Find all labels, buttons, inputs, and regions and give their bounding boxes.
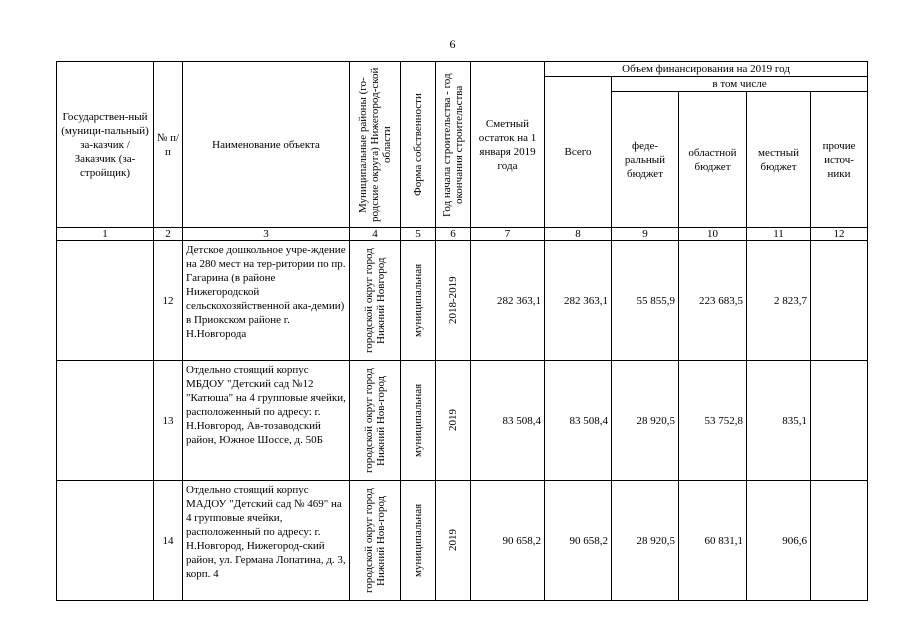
row-total: 83 508,4	[545, 361, 612, 481]
row-customer	[57, 241, 154, 361]
row-federal: 28 920,5	[612, 481, 679, 601]
row-district-cell	[350, 481, 401, 601]
header-regional: областной бюджет	[679, 92, 747, 228]
header-years-cell	[436, 62, 471, 228]
row-years: 2019	[447, 529, 459, 552]
header-district: Муниципальные районы (го-родские округа) Нижегород-ской области	[357, 67, 393, 222]
row-federal: 28 920,5	[612, 361, 679, 481]
row-customer	[57, 481, 154, 601]
row-district: городской округ город Нижний Новгород	[363, 248, 387, 353]
column-number: 2	[154, 228, 183, 241]
row-other	[811, 481, 868, 601]
column-number: 5	[401, 228, 436, 241]
row-district-cell	[350, 241, 401, 361]
header-local: местный бюджет	[747, 92, 811, 228]
table-row	[57, 361, 868, 481]
header-customer: Государствен-ный (муници-пальный) за-казчик / Заказчик (за-стройщик)	[57, 62, 154, 228]
financing-table	[56, 61, 868, 601]
header-ownership-cell	[401, 62, 436, 228]
row-object-name: Детское дошкольное учре-ждение на 280 мест на тер-ритории по пр. Гагарина (в районе Нижегородской сельскохозяйственной ака-демии) в Приокском районе г. Н.Новгорода	[183, 241, 350, 361]
row-other	[811, 361, 868, 481]
row-regional: 223 683,5	[679, 241, 747, 361]
column-number: 9	[612, 228, 679, 241]
row-object-name: Отдельно стоящий корпус МБДОУ "Детский сад №12 "Катюша" на 4 групповые ячейки, расположенный по адресу: г. Н.Новгород, Ав-тозаводский район, Южное Шоссе, д. 50Б	[183, 361, 350, 481]
row-estimate: 83 508,4	[471, 361, 545, 481]
row-years-cell	[436, 241, 471, 361]
row-years-cell	[436, 481, 471, 601]
row-years: 2018-2019	[447, 276, 459, 325]
row-ownership: муниципальная	[412, 503, 424, 578]
row-ownership-cell	[401, 481, 436, 601]
column-number: 10	[679, 228, 747, 241]
column-number: 4	[350, 228, 401, 241]
row-ownership-cell	[401, 241, 436, 361]
row-district-cell	[350, 361, 401, 481]
column-number: 6	[436, 228, 471, 241]
table-row	[57, 241, 868, 361]
row-total: 282 363,1	[545, 241, 612, 361]
row-district: городской округ город Нижний Нов-город	[363, 488, 387, 593]
column-number-row	[57, 228, 868, 241]
row-regional: 60 831,1	[679, 481, 747, 601]
row-district: городской округ город Нижний Нов-город	[363, 368, 387, 473]
row-local: 835,1	[747, 361, 811, 481]
column-number: 1	[57, 228, 154, 241]
page-number: 6	[449, 37, 456, 51]
header-total: Всего	[545, 77, 612, 228]
header-including: в том числе	[612, 77, 868, 92]
row-ownership: муниципальная	[412, 263, 424, 338]
row-other	[811, 241, 868, 361]
header-estimate: Сметный остаток на 1 января 2019 года	[471, 62, 545, 228]
row-total: 90 658,2	[545, 481, 612, 601]
row-num: 12	[154, 241, 183, 361]
row-estimate: 90 658,2	[471, 481, 545, 601]
row-num: 14	[154, 481, 183, 601]
row-regional: 53 752,8	[679, 361, 747, 481]
header-district-cell	[350, 62, 401, 228]
column-number: 3	[183, 228, 350, 241]
row-years-cell	[436, 361, 471, 481]
row-local: 2 823,7	[747, 241, 811, 361]
row-customer	[57, 361, 154, 481]
header-financing: Объем финансирования на 2019 год	[545, 62, 868, 77]
header-years: Год начала строительства - год окончания строительства	[441, 72, 465, 217]
row-num: 13	[154, 361, 183, 481]
header-num: № п/п	[154, 62, 183, 228]
header-federal: феде-ральный бюджет	[612, 92, 679, 228]
row-local: 906,6	[747, 481, 811, 601]
row-years: 2019	[447, 409, 459, 432]
row-federal: 55 855,9	[612, 241, 679, 361]
row-ownership-cell	[401, 361, 436, 481]
row-estimate: 282 363,1	[471, 241, 545, 361]
table-row	[57, 481, 868, 601]
row-ownership: муниципальная	[412, 383, 424, 458]
column-number: 11	[747, 228, 811, 241]
header-object-name: Наименование объекта	[183, 62, 350, 228]
column-number: 8	[545, 228, 612, 241]
column-number: 7	[471, 228, 545, 241]
column-number: 12	[811, 228, 868, 241]
header-ownership: Форма собственности	[412, 93, 424, 196]
row-object-name: Отдельно стоящий корпус МАДОУ "Детский сад № 469" на 4 групповые ячейки, расположенный по адресу: г. Н.Новгород, Нижегород-ский район, ул. Германа Лопатина, д. 3, корп. 4	[183, 481, 350, 601]
header-other: прочие источ-ники	[811, 92, 868, 228]
